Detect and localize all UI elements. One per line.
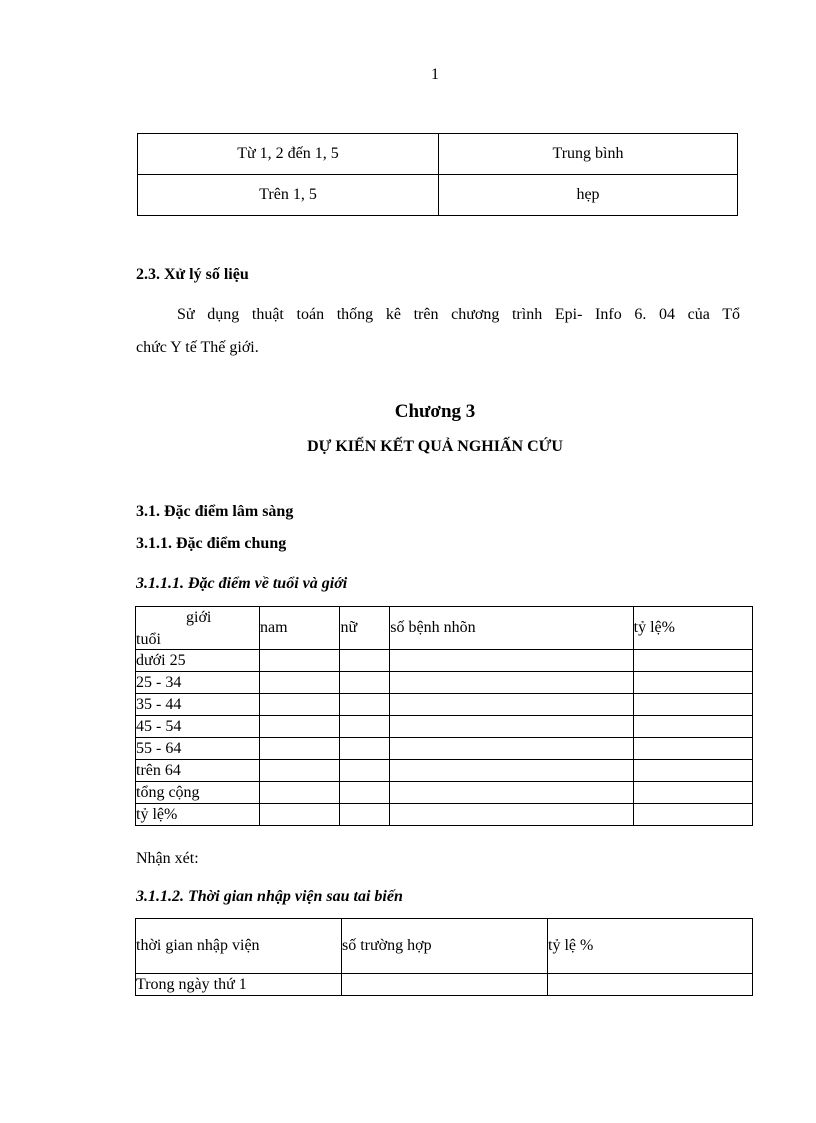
table-cell: [633, 782, 752, 804]
table-cell: [633, 760, 752, 782]
table-cell: [633, 804, 752, 826]
table-row: [136, 804, 753, 826]
table-cell: [340, 650, 390, 672]
table-cell: Trung bình: [439, 134, 738, 175]
table-cell: [260, 694, 340, 716]
table-row: [136, 716, 753, 738]
row-label: tổng cộng: [136, 782, 260, 804]
table-cell: [390, 760, 633, 782]
section-2-3-paragraph-line1: Sử dụng thuật toán thống kê trên chương trình Epi- Info 6. 04 của Tổ: [177, 306, 740, 323]
page-number: 1: [431, 66, 439, 83]
table-row: [138, 175, 738, 216]
table-header-row: [136, 919, 753, 974]
column-header: tỷ lệ%: [633, 607, 752, 650]
table-cell: [260, 672, 340, 694]
column-header: số trường hợp: [342, 919, 548, 974]
column-header: nam: [260, 607, 340, 650]
table-cell: Trên 1, 5: [138, 175, 439, 216]
table-cell: [633, 716, 752, 738]
row-label: 25 - 34: [136, 672, 260, 694]
column-header: tỷ lệ %: [548, 919, 753, 974]
row-label: dưới 25: [136, 650, 260, 672]
row-label: 35 - 44: [136, 694, 260, 716]
section-heading-3-1-1: 3.1.1. Đặc điểm chung: [136, 535, 287, 552]
table-row: [136, 650, 753, 672]
table-cell: [340, 694, 390, 716]
table-cell: [390, 694, 633, 716]
table-cell: [633, 694, 752, 716]
chapter-subtitle: DỰ KIẾN KẾT QUẢ NGHIẤN CỨU: [307, 438, 563, 455]
table-row: [136, 738, 753, 760]
row-label: 55 - 64: [136, 738, 260, 760]
age-gender-table: [135, 606, 753, 826]
table-cell: [633, 650, 752, 672]
section-heading-3-1: 3.1. Đặc điểm lâm sàng: [136, 503, 294, 520]
row-label: Trong ngày thứ 1: [136, 974, 342, 996]
table-cell: [260, 760, 340, 782]
corner-header-cell: [136, 607, 260, 650]
admission-time-table: [135, 918, 753, 996]
table-cell: Từ 1, 2 đến 1, 5: [138, 134, 439, 175]
corner-header-age: tuổi: [136, 631, 161, 648]
table-cell: [390, 672, 633, 694]
table-cell: [340, 716, 390, 738]
table-cell: [342, 974, 548, 996]
table-cell: [390, 782, 633, 804]
table-cell: [390, 738, 633, 760]
ratio-table: [137, 133, 738, 216]
table-row: [138, 134, 738, 175]
table-cell: [260, 782, 340, 804]
table-row: [136, 694, 753, 716]
remark-label: Nhận xét:: [136, 850, 199, 867]
table-cell: [390, 650, 633, 672]
table-row: [136, 782, 753, 804]
table-cell: [340, 782, 390, 804]
section-2-3-paragraph-line2: chức Y tế Thế giới.: [136, 339, 259, 356]
column-header: thời gian nhập viện: [136, 919, 342, 974]
table-cell: [390, 804, 633, 826]
table-cell: [260, 738, 340, 760]
table-row: [136, 974, 753, 996]
column-header: số bệnh nhõn: [390, 607, 633, 650]
table-cell: hẹp: [439, 175, 738, 216]
table-cell: [340, 738, 390, 760]
table-cell: [340, 804, 390, 826]
table-header-row: [136, 607, 753, 650]
table-cell: [260, 804, 340, 826]
table-row: [136, 672, 753, 694]
row-label: 45 - 54: [136, 716, 260, 738]
table-cell: [340, 760, 390, 782]
row-label: tỷ lệ%: [136, 804, 260, 826]
corner-header-gender: giới: [186, 609, 212, 626]
table-cell: [260, 650, 340, 672]
chapter-title: Chương 3: [394, 401, 476, 422]
table-cell: [633, 738, 752, 760]
column-header: nữ: [340, 607, 390, 650]
table-cell: [340, 672, 390, 694]
section-heading-3-1-1-1: 3.1.1.1. Đặc điểm về tuổi và giới: [136, 575, 348, 592]
table-cell: [633, 672, 752, 694]
section-heading-3-1-1-2: 3.1.1.2. Thời gian nhập viện sau tai biến: [136, 888, 403, 905]
table-cell: [260, 716, 340, 738]
row-label: trên 64: [136, 760, 260, 782]
table-row: [136, 760, 753, 782]
table-cell: [548, 974, 753, 996]
table-cell: [390, 716, 633, 738]
section-heading-2-3: 2.3. Xử lý số liệu: [136, 266, 249, 283]
